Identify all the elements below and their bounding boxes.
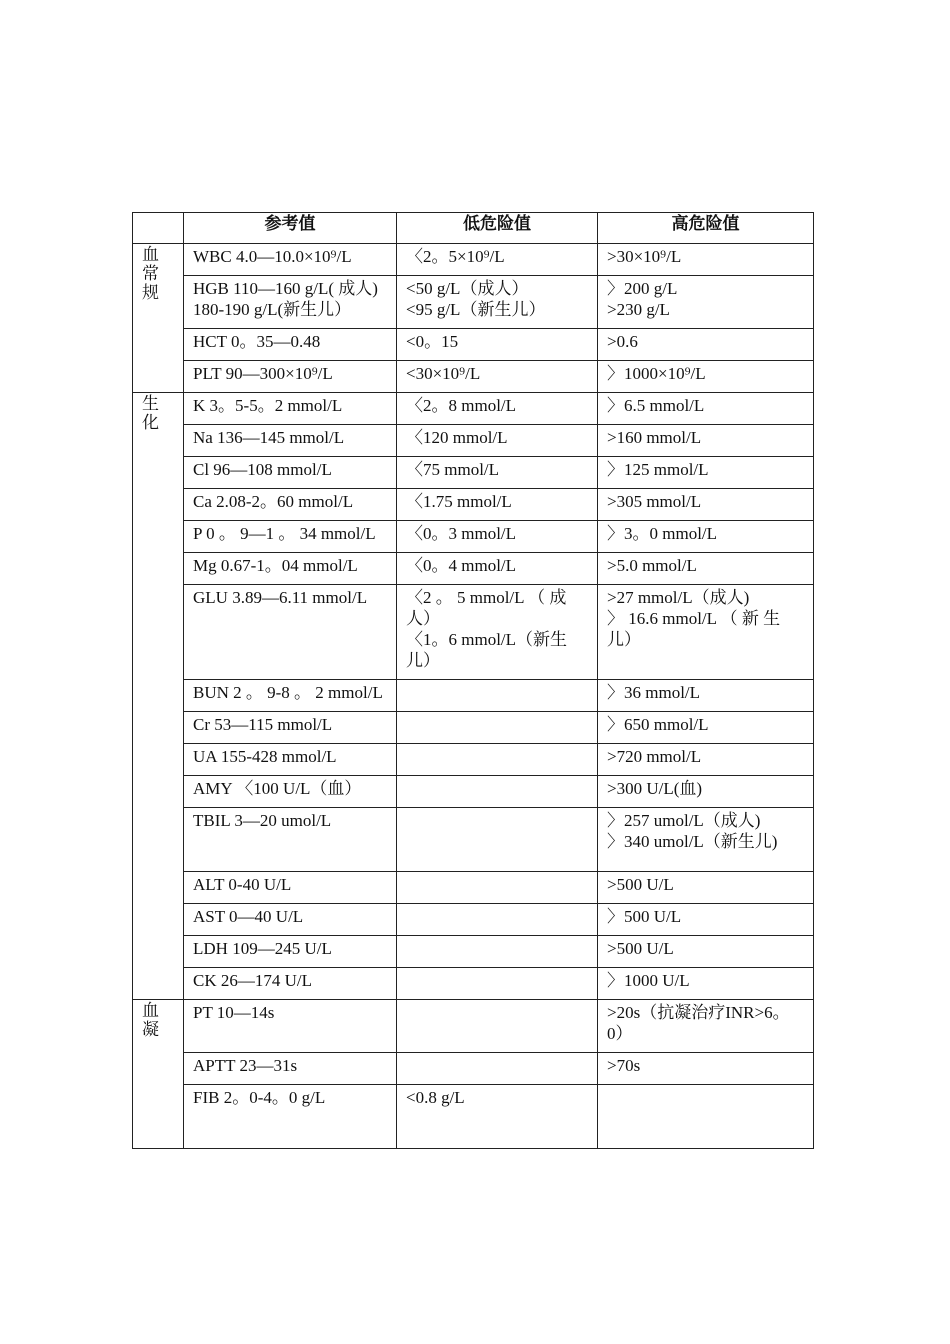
- ref-value-cell: [184, 808, 397, 872]
- ref-value-cell: [184, 329, 397, 361]
- high-value-cell: [598, 1000, 814, 1053]
- low-value-line: <50 g/L（成人）: [406, 279, 529, 298]
- high-value-line: >300 U/L(血): [607, 779, 703, 798]
- low-value-line: 〈2。5×10⁹/L: [406, 247, 505, 266]
- high-value-cell: [598, 585, 814, 680]
- high-value-line: >230 g/L: [607, 300, 670, 319]
- high-value-line: 〉1000×10⁹/L: [607, 364, 706, 383]
- high-value-line: 〉36 mmol/L: [607, 683, 701, 702]
- low-value-cell: [397, 776, 598, 808]
- table-row: [133, 457, 814, 489]
- high-value-line: >720 mmol/L: [607, 747, 702, 766]
- low-value-cell: [397, 968, 598, 1000]
- ref-value-cell: [184, 489, 397, 521]
- high-value-cell: [598, 457, 814, 489]
- high-value-line: 〉1000 U/L: [607, 971, 690, 990]
- group-label-cell: [133, 1000, 184, 1149]
- ref-value-cell: [184, 904, 397, 936]
- ref-value-line: HCT 0。35—0.48: [193, 332, 321, 351]
- high-value-line: >0.6: [607, 332, 638, 351]
- low-value-line: 〈75 mmol/L: [406, 460, 500, 479]
- high-value-cell: [598, 393, 814, 425]
- low-value-cell: [397, 1000, 598, 1053]
- low-value-cell: [397, 425, 598, 457]
- ref-value-cell: [184, 244, 397, 276]
- ref-value-line: FIB 2。0-4。0 g/L: [193, 1088, 326, 1107]
- high-value-line: >500 U/L: [607, 875, 674, 894]
- group-label: 生化: [142, 394, 159, 433]
- ref-value-cell: [184, 1085, 397, 1149]
- low-value-line: [406, 714, 588, 735]
- low-value-line: 〈0。4 mmol/L: [406, 556, 517, 575]
- table-row: [133, 276, 814, 329]
- high-value-cell: [598, 936, 814, 968]
- table-body: [133, 244, 814, 1149]
- low-value-line: 〈1。6 mmol/L（新生儿）: [406, 630, 568, 670]
- high-value-cell: [598, 712, 814, 744]
- table-row: [133, 904, 814, 936]
- high-value-cell: [598, 553, 814, 585]
- table-row: [133, 553, 814, 585]
- high-value-line: 〉125 mmol/L: [607, 460, 709, 479]
- ref-value-line: Cl 96—108 mmol/L: [193, 460, 332, 479]
- high-value-cell: [598, 872, 814, 904]
- ref-value-line: ALT 0-40 U/L: [193, 875, 292, 894]
- table-row: [133, 776, 814, 808]
- header-reference: 参考值: [184, 213, 397, 244]
- table-row: [133, 936, 814, 968]
- ref-value-cell: [184, 1053, 397, 1085]
- high-value-line: >5.0 mmol/L: [607, 556, 697, 575]
- high-value-line: >30×10⁹/L: [607, 247, 682, 266]
- low-value-cell: [397, 712, 598, 744]
- high-value-line: >305 mmol/L: [607, 492, 702, 511]
- group-label-cell: [133, 244, 184, 393]
- high-value-cell: [598, 744, 814, 776]
- low-value-line: [406, 1055, 588, 1076]
- ref-value-line: P 0 。 9—1 。 34 mmol/L: [193, 524, 376, 543]
- low-value-line: <95 g/L（新生儿）: [406, 300, 546, 319]
- table-row: [133, 425, 814, 457]
- low-value-cell: [397, 585, 598, 680]
- table-row: [133, 1000, 814, 1053]
- high-value-line: >70s: [607, 1056, 641, 1075]
- table-header-row: [133, 213, 814, 244]
- low-value-line: 〈2。8 mmol/L: [406, 396, 517, 415]
- low-value-line: [406, 938, 588, 959]
- low-value-cell: [397, 744, 598, 776]
- ref-value-cell: [184, 585, 397, 680]
- low-value-line: 〈1.75 mmol/L: [406, 492, 512, 511]
- critical-values-table: [132, 212, 814, 1149]
- ref-value-line: Mg 0.67-1。04 mmol/L: [193, 556, 358, 575]
- low-value-line: 〈120 mmol/L: [406, 428, 508, 447]
- ref-value-line: UA 155-428 mmol/L: [193, 747, 337, 766]
- low-value-cell: [397, 904, 598, 936]
- group-label: 血常规: [142, 245, 159, 303]
- ref-value-line: PLT 90—300×10⁹/L: [193, 364, 333, 383]
- high-value-cell: [598, 1085, 814, 1149]
- header-low: 低危险值: [397, 213, 598, 244]
- ref-value-line: 180-190 g/L(新生儿）: [193, 300, 352, 319]
- low-value-line: [406, 746, 588, 767]
- ref-value-line: AST 0—40 U/L: [193, 907, 304, 926]
- high-value-line: 〉 16.6 mmol/L （ 新 生儿）: [607, 609, 781, 649]
- ref-value-line: PT 10—14s: [193, 1003, 275, 1022]
- ref-value-line: Ca 2.08-2。60 mmol/L: [193, 492, 354, 511]
- high-value-cell: [598, 968, 814, 1000]
- low-value-cell: [397, 393, 598, 425]
- low-value-line: <30×10⁹/L: [406, 364, 481, 383]
- ref-value-line: Cr 53—115 mmol/L: [193, 715, 333, 734]
- low-value-line: [406, 682, 588, 703]
- low-value-line: [406, 970, 588, 991]
- low-value-cell: [397, 521, 598, 553]
- high-value-cell: [598, 904, 814, 936]
- high-value-cell: [598, 1053, 814, 1085]
- ref-value-line: APTT 23—31s: [193, 1056, 298, 1075]
- low-value-cell: [397, 276, 598, 329]
- ref-value-cell: [184, 276, 397, 329]
- low-value-cell: [397, 489, 598, 521]
- high-value-line: >27 mmol/L（成人): [607, 588, 750, 607]
- high-value-cell: [598, 244, 814, 276]
- ref-value-cell: [184, 457, 397, 489]
- low-value-line: [406, 906, 588, 927]
- low-value-line: <0.8 g/L: [406, 1088, 465, 1107]
- low-value-cell: [397, 808, 598, 872]
- group-label-cell: [133, 393, 184, 1000]
- ref-value-cell: [184, 712, 397, 744]
- high-value-cell: [598, 521, 814, 553]
- high-value-line: 〉6.5 mmol/L: [607, 396, 705, 415]
- table-row: [133, 744, 814, 776]
- low-value-cell: [397, 1085, 598, 1149]
- low-value-cell: [397, 1053, 598, 1085]
- high-value-line: 〉650 mmol/L: [607, 715, 709, 734]
- low-value-cell: [397, 361, 598, 393]
- table-row: [133, 712, 814, 744]
- ref-value-cell: [184, 361, 397, 393]
- high-value-cell: [598, 361, 814, 393]
- ref-value-cell: [184, 776, 397, 808]
- ref-value-line: WBC 4.0—10.0×10⁹/L: [193, 247, 352, 266]
- ref-value-cell: [184, 680, 397, 712]
- ref-value-cell: [184, 521, 397, 553]
- ref-value-cell: [184, 744, 397, 776]
- high-value-cell: [598, 425, 814, 457]
- low-value-line: [406, 778, 588, 799]
- low-value-cell: [397, 872, 598, 904]
- table-row: [133, 1085, 814, 1149]
- group-label: 血凝: [142, 1001, 159, 1040]
- high-value-line: >20s（抗凝治疗INR>6。0）: [607, 1003, 790, 1043]
- high-value-line: 〉257 umol/L（成人): [607, 811, 761, 830]
- ref-value-cell: [184, 936, 397, 968]
- ref-value-cell: [184, 968, 397, 1000]
- low-value-cell: [397, 680, 598, 712]
- ref-value-cell: [184, 872, 397, 904]
- high-value-line: >500 U/L: [607, 939, 674, 958]
- low-value-line: [406, 1002, 588, 1023]
- high-value-cell: [598, 680, 814, 712]
- ref-value-line: BUN 2 。 9-8 。 2 mmol/L: [193, 683, 383, 702]
- high-value-line: 〉200 g/L: [607, 279, 678, 298]
- table-row: [133, 329, 814, 361]
- ref-value-line: AMY 〈100 U/L（血）: [193, 779, 362, 798]
- high-value-line: 〉3。0 mmol/L: [607, 524, 718, 543]
- high-value-line: 〉500 U/L: [607, 907, 682, 926]
- high-value-cell: [598, 276, 814, 329]
- table-row: [133, 521, 814, 553]
- high-value-cell: [598, 776, 814, 808]
- low-value-cell: [397, 553, 598, 585]
- ref-value-line: LDH 109—245 U/L: [193, 939, 332, 958]
- table-row: [133, 808, 814, 872]
- table-row: [133, 244, 814, 276]
- table-row: [133, 489, 814, 521]
- low-value-line: [406, 874, 588, 895]
- high-value-cell: [598, 489, 814, 521]
- high-value-line: 〉340 umol/L（新生儿): [607, 832, 778, 851]
- low-value-cell: [397, 457, 598, 489]
- ref-value-line: HGB 110—160 g/L( 成人): [193, 279, 378, 298]
- high-value-cell: [598, 329, 814, 361]
- high-value-line: [607, 1087, 804, 1108]
- ref-value-cell: [184, 1000, 397, 1053]
- low-value-line: <0。15: [406, 332, 459, 351]
- table-row: [133, 680, 814, 712]
- low-value-cell: [397, 936, 598, 968]
- table-row: [133, 872, 814, 904]
- ref-value-line: CK 26—174 U/L: [193, 971, 312, 990]
- low-value-line: 〈2 。 5 mmol/L （ 成人）: [406, 588, 567, 628]
- ref-value-line: GLU 3.89—6.11 mmol/L: [193, 588, 368, 607]
- ref-value-line: TBIL 3—20 umol/L: [193, 811, 332, 830]
- ref-value-cell: [184, 553, 397, 585]
- table-row: [133, 393, 814, 425]
- ref-value-cell: [184, 425, 397, 457]
- high-value-cell: [598, 808, 814, 872]
- low-value-line: 〈0。3 mmol/L: [406, 524, 517, 543]
- header-high: 高危险值: [598, 213, 814, 244]
- low-value-cell: [397, 329, 598, 361]
- table-row: [133, 1053, 814, 1085]
- table-row: [133, 361, 814, 393]
- ref-value-line: K 3。5-5。2 mmol/L: [193, 396, 343, 415]
- ref-value-line: Na 136—145 mmol/L: [193, 428, 345, 447]
- ref-value-cell: [184, 393, 397, 425]
- table-row: [133, 968, 814, 1000]
- header-group: [133, 213, 184, 244]
- low-value-cell: [397, 244, 598, 276]
- low-value-line: [406, 810, 588, 831]
- high-value-line: >160 mmol/L: [607, 428, 702, 447]
- table-row: [133, 585, 814, 680]
